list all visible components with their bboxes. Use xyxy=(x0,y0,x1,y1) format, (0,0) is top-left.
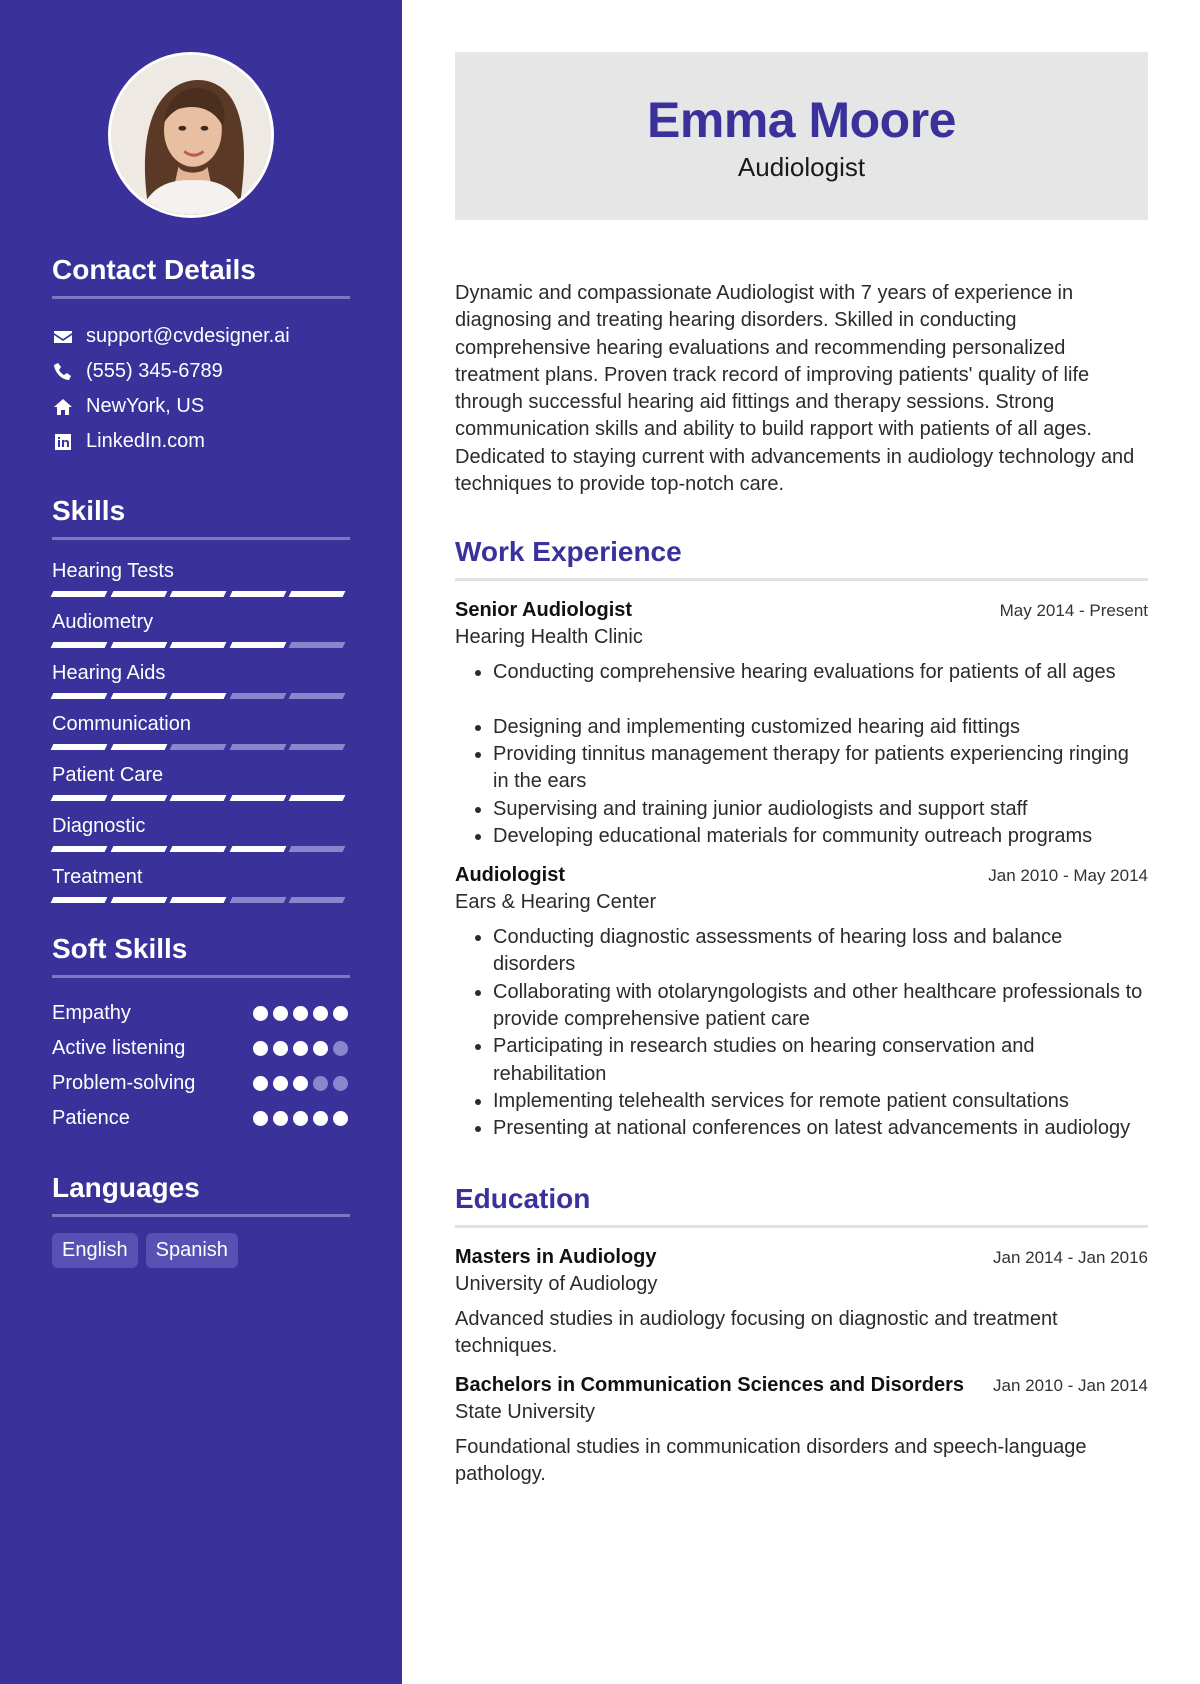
rating-dot xyxy=(253,1111,268,1126)
skill-name: Audiometry xyxy=(52,611,154,633)
skill-level-segment xyxy=(289,846,345,852)
skill-level-segment xyxy=(289,642,345,648)
job-bullets xyxy=(455,924,1148,1142)
contact-phone-text: (555) 345-6789 xyxy=(86,360,223,382)
main-content xyxy=(455,52,1148,1489)
skill-name: Hearing Tests xyxy=(52,560,174,582)
school-name: University of Audiology xyxy=(455,1272,658,1295)
skill-level-segment xyxy=(110,795,166,801)
rating-dot xyxy=(273,1111,288,1126)
skill-level-segment xyxy=(170,744,226,750)
skill-item xyxy=(52,813,350,852)
skill-level-bar xyxy=(52,642,350,648)
skill-level-segment xyxy=(110,744,166,750)
languages-heading: Languages xyxy=(52,1172,350,1217)
soft-skill-item xyxy=(52,1066,350,1101)
skill-name: Diagnostic xyxy=(52,815,146,837)
skill-level-segment xyxy=(289,744,345,750)
job-bullet: • Conducting diagnostic assessments of hearing loss and balance disorders xyxy=(493,924,1148,979)
envelope-icon xyxy=(52,326,74,348)
skill-item xyxy=(52,558,350,597)
skill-level-segment xyxy=(229,642,285,648)
skill-level-segment xyxy=(51,591,107,597)
work-experience-heading: Work Experience xyxy=(455,536,1148,581)
job-bullet: • Presenting at national conferences on latest advancements in audiology xyxy=(493,1115,1148,1142)
skill-level-segment xyxy=(289,795,345,801)
job-bullet: • Collaborating with otolaryngologists and other healthcare professionals to provide comprehensive patient care xyxy=(493,979,1148,1034)
contact-linkedin[interactable] xyxy=(52,424,350,459)
job-title: Audiologist xyxy=(455,864,565,887)
job-bullet: • Participating in research studies on hearing conservation and rehabilitation xyxy=(493,1033,1148,1088)
skill-name: Patient Care xyxy=(52,764,164,786)
education-entry xyxy=(455,1374,1148,1489)
rating-dot xyxy=(293,1041,308,1056)
contact-heading: Contact Details xyxy=(52,254,350,299)
work-experience-list xyxy=(455,599,1148,1142)
skill-level-segment xyxy=(229,744,285,750)
job-bullets xyxy=(455,659,1148,850)
skill-level-bar xyxy=(52,897,350,903)
skill-level-segment xyxy=(170,693,226,699)
contact-phone[interactable] xyxy=(52,354,350,389)
education-heading: Education xyxy=(455,1183,1148,1228)
education-description: Foundational studies in communication disorders and speech-language pathology. xyxy=(455,1436,1087,1486)
soft-skill-item xyxy=(52,1031,350,1066)
skill-level-segment xyxy=(51,693,107,699)
skill-level-bar xyxy=(52,846,350,852)
soft-skill-item xyxy=(52,996,350,1031)
skill-level-segment xyxy=(110,693,166,699)
skill-level-segment xyxy=(51,642,107,648)
rating-dot xyxy=(253,1076,268,1091)
candidate-title: Audiologist xyxy=(737,152,866,182)
rating-dot xyxy=(293,1076,308,1091)
rating-dot xyxy=(253,1006,268,1021)
candidate-name: Emma Moore xyxy=(647,92,956,148)
skill-level-bar xyxy=(52,795,350,801)
job-header xyxy=(455,864,1148,887)
rating-dot xyxy=(273,1006,288,1021)
skill-level-segment xyxy=(229,693,285,699)
rating-dot xyxy=(313,1041,328,1056)
rating-dot xyxy=(253,1041,268,1056)
contact-location xyxy=(52,389,350,424)
job-entry xyxy=(455,864,1148,1142)
job-bullet: • Developing educational materials for community outreach programs xyxy=(493,823,1148,850)
skills-list xyxy=(52,558,350,903)
sidebar xyxy=(0,0,402,1684)
contact-linkedin-text: LinkedIn.com xyxy=(86,430,205,452)
skill-level-segment xyxy=(229,846,285,852)
rating-dot xyxy=(273,1041,288,1056)
skill-level-segment xyxy=(110,846,166,852)
job-entry xyxy=(455,599,1148,850)
soft-skill-rating xyxy=(253,1111,348,1126)
job-header xyxy=(455,599,1148,622)
skill-item xyxy=(52,660,350,699)
degree-title: Bachelors in Communication Sciences and Disorders xyxy=(455,1374,965,1397)
contact-email-text: support@cvdesigner.ai xyxy=(86,325,290,347)
job-bullet: • Providing tinnitus management therapy for patients experiencing ringing in the ears xyxy=(493,741,1148,796)
rating-dot xyxy=(313,1006,328,1021)
skill-name: Communication xyxy=(52,713,191,735)
skill-level-segment xyxy=(170,591,226,597)
soft-skills-list xyxy=(52,996,350,1136)
contact-list xyxy=(52,319,350,459)
job-bullet: • Implementing telehealth services for remote patient consultations xyxy=(493,1088,1148,1115)
skill-name: Hearing Aids xyxy=(52,662,166,684)
contact-email[interactable] xyxy=(52,319,350,354)
skill-level-segment xyxy=(110,642,166,648)
soft-skill-name: Patience xyxy=(52,1107,130,1129)
soft-skill-name: Empathy xyxy=(52,1002,131,1024)
skill-item xyxy=(52,609,350,648)
skill-level-segment xyxy=(289,897,345,903)
education-list xyxy=(455,1246,1148,1489)
job-company: Ears & Hearing Center xyxy=(455,891,657,914)
skill-level-segment xyxy=(229,897,285,903)
education-dates: Jan 2010 - Jan 2014 xyxy=(992,1376,1148,1396)
rating-dot xyxy=(313,1076,328,1091)
job-bullet: • Supervising and training junior audiologists and support staff xyxy=(493,796,1148,823)
soft-skill-name: Active listening xyxy=(52,1037,186,1059)
skill-level-segment xyxy=(110,897,166,903)
soft-skill-rating xyxy=(253,1041,348,1056)
rating-dot xyxy=(333,1006,348,1021)
skill-level-segment xyxy=(51,897,107,903)
soft-skill-item xyxy=(52,1101,350,1136)
profile-photo xyxy=(108,52,274,218)
contact-location-text: NewYork, US xyxy=(86,395,205,417)
avatar xyxy=(111,55,271,215)
language-tag: Spanish xyxy=(146,1233,238,1268)
rating-dot xyxy=(273,1076,288,1091)
home-icon xyxy=(52,396,74,418)
skill-level-bar xyxy=(52,693,350,699)
phone-icon xyxy=(52,361,74,383)
job-bullet: • Conducting comprehensive hearing evaluations for patients of all ages xyxy=(493,659,1148,686)
school-name: State University xyxy=(455,1401,596,1424)
rating-dot xyxy=(293,1111,308,1126)
skill-item xyxy=(52,864,350,903)
skill-level-segment xyxy=(289,693,345,699)
rating-dot xyxy=(313,1111,328,1126)
rating-dot xyxy=(333,1076,348,1091)
job-dates: May 2014 - Present xyxy=(999,601,1148,621)
language-tag: English xyxy=(52,1233,138,1268)
skill-level-segment xyxy=(170,795,226,801)
education-entry xyxy=(455,1246,1148,1361)
skill-level-segment xyxy=(170,846,226,852)
education-header xyxy=(455,1374,1148,1397)
languages-list xyxy=(52,1233,350,1268)
degree-title: Masters in Audiology xyxy=(455,1245,657,1268)
summary-text: Dynamic and compassionate Audiologist with 7 years of experience in diagnosing and treating hearing disorders. Skilled in conducting comprehensive hearing evaluations and recommending personalized treatment plans. Proven track record of improving patients' quality of life through successful hearing aid fittings and therapy sessions. Strong communication skills and ability to build rapport with patients of all ages. Dedicated to staying current with advancements in audiology technology and techniques to provide top-notch care. xyxy=(455,282,1135,496)
skill-level-bar xyxy=(52,744,350,750)
soft-skill-rating xyxy=(253,1006,348,1021)
job-bullet: • Designing and implementing customized hearing aid fittings xyxy=(493,714,1148,741)
skill-item xyxy=(52,762,350,801)
skill-level-segment xyxy=(170,642,226,648)
soft-skills-heading: Soft Skills xyxy=(52,933,350,978)
job-company: Hearing Health Clinic xyxy=(455,626,643,649)
job-title: Senior Audiologist xyxy=(455,599,633,622)
skill-level-segment xyxy=(229,795,285,801)
skill-level-segment xyxy=(110,591,166,597)
education-header xyxy=(455,1246,1148,1269)
rating-dot xyxy=(333,1111,348,1126)
education-dates: Jan 2014 - Jan 2016 xyxy=(992,1247,1148,1267)
job-dates: Jan 2010 - May 2014 xyxy=(988,866,1148,886)
skills-heading: Skills xyxy=(52,495,350,540)
skill-level-segment xyxy=(51,744,107,750)
skill-level-bar xyxy=(52,591,350,597)
rating-dot xyxy=(333,1041,348,1056)
skill-level-segment xyxy=(229,591,285,597)
linkedin-icon xyxy=(52,431,74,453)
soft-skill-rating xyxy=(253,1076,348,1091)
skill-level-segment xyxy=(289,591,345,597)
skill-item xyxy=(52,711,350,750)
skill-level-segment xyxy=(51,795,107,801)
skill-level-segment xyxy=(170,897,226,903)
name-header xyxy=(455,52,1148,220)
rating-dot xyxy=(293,1006,308,1021)
skill-name: Treatment xyxy=(52,866,143,888)
soft-skill-name: Problem-solving xyxy=(52,1072,196,1094)
education-description: Advanced studies in audiology focusing on diagnostic and treatment techniques. xyxy=(455,1307,1058,1357)
skill-level-segment xyxy=(51,846,107,852)
